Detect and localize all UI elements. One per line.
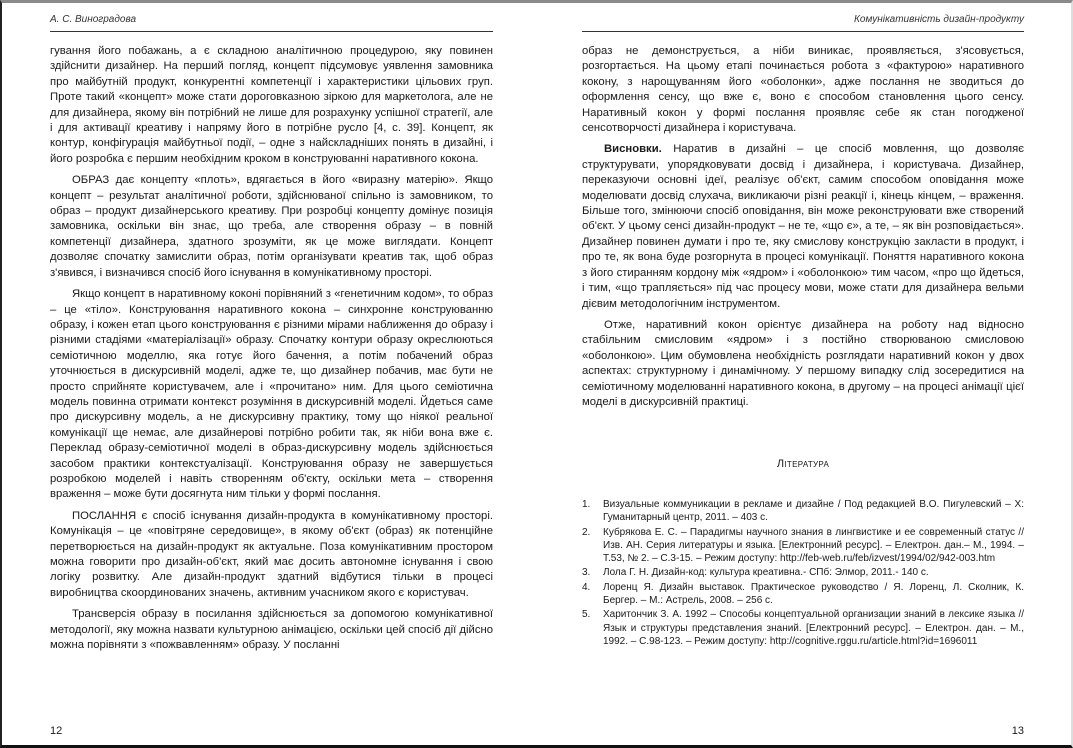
reference-number: 3.	[582, 567, 591, 579]
conclusions-text: Наратив в дизайні – це спосіб мовлення, що дозволяє структурувати, упорядковувати досвід і дизайнера, і користувача. Дизайнер, переказуючи основні ідеї, реалізує об'єкт, самим способом оповідання може моделювати досвід слухача, викликаючи різні реакції і, кінець кінцем, – враження. Більше того, змінюючи спосіб оповідання, він може реконструювати вже створений об'єкт. У цьому сенсі дизайн-продукт – не те, «що є», а те, – як він розповідається». Дизайнер повинен думати і про те, яку смислову конструкцію закласти в продукт, і про те, як вона буде розгорнута в процесі комунікації. Поняття наративного кокона з його стиранням кордону між «ядром» і «оболонкою» тим часом, «про що йдеться, і тим, «що трапляється» під час процесу мови, може стати для дизайнера вельми дієвим методологічним інструментом.	[582, 143, 1024, 310]
paragraph: образ не демонструється, а ніби виникає, проявляється, з'ясовується, розгортається. На цьому етапі починається робота з «фактурою» наративного кокону, з нарощуванням його «оболонки», адже послання не зводиться до оформлення сенсу, що вже є, воно є способом становлення цього сенсу. Наративный кокон у формі послання проявляє себе як стан погодженої сенсотворчості дизайнера і користувача.	[582, 45, 1024, 135]
conclusions-paragraph	[582, 142, 1024, 311]
reference-number: 4.	[582, 581, 591, 593]
reference-list	[582, 498, 1024, 649]
conclusions-label: Висновки.	[604, 143, 662, 156]
paragraph: Трансверсія образу в посилання здійснюється за допомогою комунікативної методології, яку можна назвати культурною анімацією, оскільки цей спосіб дії дійсно можна порівняти з «пожвавленням» образу. У посланні	[50, 608, 493, 652]
reference-item	[582, 526, 1024, 566]
paragraph: ПОСЛАННЯ є спосіб існування дизайн-продукта в комунікативному просторі. Комунікація – це «повітряне середовище», в якому об'єкт (образ) як потенційне перетворюється на дизайн-продукт як актуальне. Поза комунікативним простором можна говорити про дизайн-об'єкт, який має досить автономне існування і свою логіку розвитку. Але дизайн-продукт здатний відбутися тільки в процесі виробництва скоординованих значень, активним учасником якого є користувач.	[50, 509, 493, 599]
reference-text: Харитончик З. А. 1992 – Способы концептуальной организации знаний в лексике языка // Язык и структуры представления знаний. [Електронний ресурс]. – Електрон. дан. – М., 1992. – С.98-123. – Режим доступу: http://cognitive.rggu.ru/article.html?id=1696011	[603, 609, 1024, 647]
reference-text: Кубрякова Е. С. – Парадигмы научного знания в лингвистике и ее современный статус // Изв. АН. Серия литературы и языка. [Електронний ресурс]. – Електрон. дан.– М., 1994. – Т.53, № 2. – С.3-15. – Режим доступу: http://feb-web.ru/feb/izvest/1994/02/942-003.htm	[603, 526, 1024, 565]
reference-text: Визуальные коммуникации в рекламе и дизайне / Под редакцией В.О. Пигулевский – Х: Гуманитарный центр, 2011. – 403 с.	[603, 499, 1024, 524]
reference-number: 2.	[582, 526, 591, 538]
reference-text: Лоренц Я. Дизайн выставок. Практическое руководство / Я. Лоренц, Л. Сколник, К. Бергер. – М.: Астрель, 2008. – 256 с.	[603, 581, 1024, 607]
reference-text: Лола Г. Н. Дизайн-код: культура креативна.- СПб: Элмор, 2011.- 140 с.	[603, 567, 929, 579]
page-number: 12	[50, 725, 63, 737]
paragraph: гування його побажань, а є складною аналітичною процедурою, яку повинен здійснити дизайнер. На перший погляд, концепт підсумовує уявлення замовника про майбутній продукт, конкурентні компетенції і характеристики цільових груп. Проте такий «концепт» може стати дороговказною зіркою для маркетолога, але не для дизайнера, якому він потрібний не лише для розрахунку успішної стратегії, але і для активації креативу і напряму його в потрібне русло [4, с. 39]. Концепт, як контур, конфігурація майбутньої події, – одне з найскладніших понять в дизайні, і його розробка є першим необхідним кроком в конструюванні наративного кокона.	[50, 45, 493, 165]
right-page	[582, 0, 1024, 748]
page-number: 13	[1011, 725, 1024, 737]
paragraph: Якщо концепт в наративному коконі порівняний з «генетичним кодом», то образ – це «тіло». Конструювання наративного кокона – синхронне конструюванню образу, і кожен етап цього конструювання є різними мірами наближення до образу і різними стадіями «матеріалізації» образу. Спочатку контури образу окреслюються семіотичною моделлю, яка готує його бачення, а потім побачений образ уточнюється в дискурсивній моделі, адже те, що дизайнер побачив, має бути не просто сприйняте користувачем, але і «прочитано» ним. Для цього семіотична модель повинна отримати контекст розуміння в дискурсивній моделі. Йдеться саме про дискурсивну модель, а не дискурсивну практику, тому що ніякої реальної комунікації ще немає, але дизайнерові потрібно робити так, як ніби вона вже є. Переклад образу-семіотичної моделі в образ-дискурсивну модель здійснюється засобом практики контекстуалізації. Конструювання образу не завершується розробкою моделей і навіть створенням об'єкту, оскільки мета – створення враження – може бути досягнута ним тільки у формі послання.	[50, 288, 493, 501]
reference-item	[582, 581, 1024, 608]
reference-number: 5.	[582, 609, 591, 621]
reference-item	[582, 608, 1024, 648]
running-head-title: Комунікативність дизайн-продукту	[582, 14, 1024, 32]
left-page	[50, 0, 493, 748]
running-head-author: А. С. Виноградова	[50, 14, 493, 32]
reference-item	[582, 566, 1024, 579]
literature-heading: Література	[776, 458, 830, 470]
right-body-text	[582, 44, 1024, 416]
reference-item	[582, 498, 1024, 525]
left-body-text	[50, 44, 493, 659]
reference-number: 1.	[582, 499, 591, 510]
paragraph: Отже, наративний кокон орієнтує дизайнера на роботу над відносно стабільним смисловим «ядром» і з постійно створюваною смисловою «оболонкою». Цим обумовлена необхідність розглядати наративний кокон у двох аспектах: структурному і динамічному. У першому випадку слід зосередитися на семіотичному моделюванні наративного кокона, в другому – на процесі анімації цієї моделі в дискурсивній практиці.	[582, 318, 1024, 408]
paragraph: ОБРАЗ дає концепту «плоть», вдягається в його «виразну матерію». Якщо концепт – результат аналітичної роботи, здійснюваної спільно із замовником, то образ – продукт дизайнерського креативу. При розробці концепту домінує позиція замовника, оскільки він знає, що треба, але створення образу – в повній компетенції дизайнера, здатного зрозуміти, як це може виглядати. Концепт дозволяє спочатку замислити образ, потім організувати креатив так, щоб образ з'явився, і визначився спосіб його існування в комунікативному просторі.	[50, 174, 493, 279]
